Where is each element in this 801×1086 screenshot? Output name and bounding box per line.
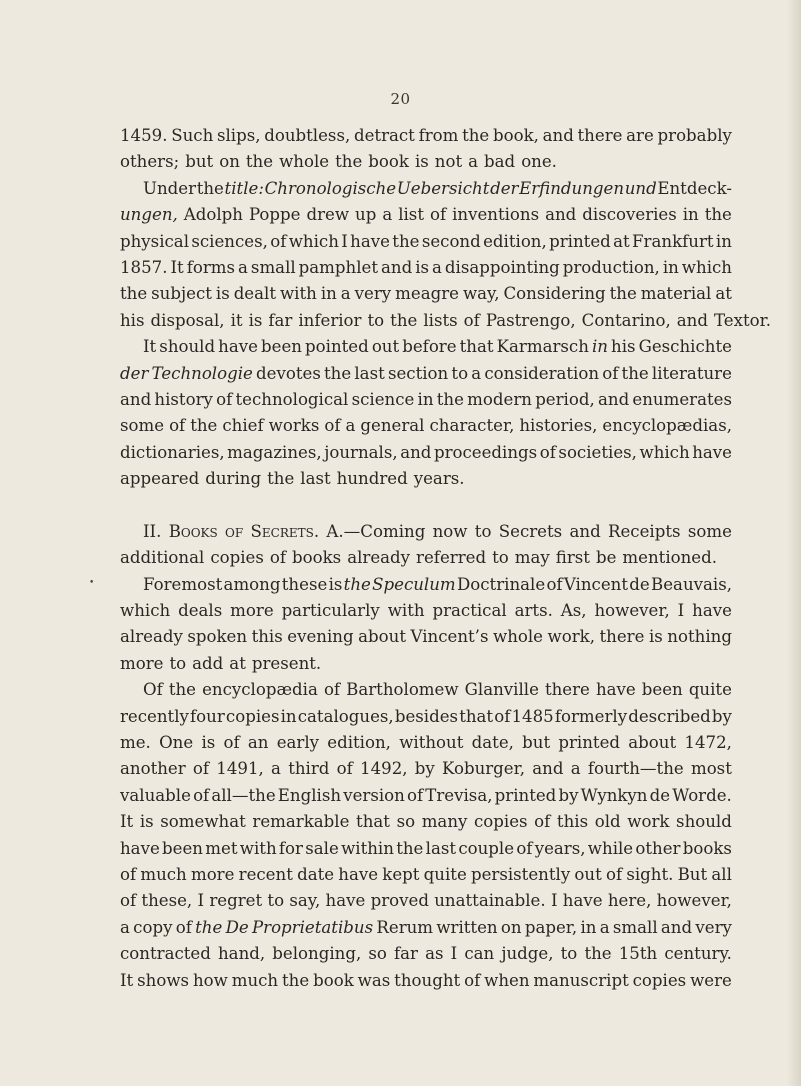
text-line: me. One is of an early edition, without date, but printed about 1472, [120,732,732,752]
text-line: It is somewhat remarkable that so many copies of this old work should [120,812,732,832]
text-line: already spoken this evening about Vincent’s whole work, there is nothing [120,627,732,647]
text-line: some of the chief works of a general character, histories, encyclopædias, [120,416,732,436]
text-line: the subject is dealt with in a very meagre way, Considering the material at [120,284,732,304]
text-line: II. Books of Secrets. A.—Coming now to Secrets and Receipts some [143,521,732,541]
margin-mark: • [89,578,95,588]
text-line: his disposal, it is far inferior to the lists of Pastrengo, Contarino, and Textor. [120,310,771,330]
text-line: additional copies of books already referred to may first be mentioned. [120,548,718,568]
text-line: It should have been pointed out before that Karmarsch in his Geschichte [143,337,732,357]
text-line: 1459. Such slips, doubtless, detract from the book, and there are probably [120,126,732,145]
text-line: which deals more particularly with practical arts. As, however, I have [120,601,732,621]
text-line: more to add at present. [120,653,322,673]
text-line: physical sciences, of which I have the second edition, printed at Frankfurt in [120,231,732,251]
text-line: of these, I regret to say, have proved unattainable. I have here, however, [120,891,732,911]
text-line: recently four copies in catalogues, besides that of 1485 formerly described by [120,706,732,726]
paragraph-gap [120,492,732,518]
text-line: ungen, Adolph Poppe drew up a list of inventions and discoveries in the [120,205,732,225]
text-line: Foremost among these is the Speculum Doctrinale of Vincent de Beauvais, [143,574,732,594]
text-line: of much more recent date have kept quite persistently out of sight. But all [120,864,732,884]
text-line: dictionaries, magazines, journals, and proceedings of societies, which have [120,442,732,462]
text-line: It shows how much the book was thought of when manuscript copies were [120,970,732,990]
text-line: Under the title: Chronologische Uebersicht der Erfindungen und Entdeck- [143,178,732,198]
text-line: have been met with for sale within the last couple of years, while other books [120,838,732,858]
text-line: contracted hand, belonging, so far as I can judge, to the 15th century. [120,944,732,964]
text-line: Of the encyclopædia of Bartholomew Glanville there have been quite [143,680,732,700]
text-line: another of 1491, a third of 1492, by Koburger, and a fourth—the most [120,759,732,779]
page-number: 20 [390,90,411,108]
text-line: der Technologie devotes the last section to a consideration of the literature [120,363,732,383]
page-edge-shadow [787,0,801,1086]
text-line: a copy of the De Proprietatibus Rerum written on paper, in a small and very [120,917,732,937]
text-line: appeared during the last hundred years. [120,469,465,489]
page-body [120,123,771,994]
text-line: valuable of all—the English version of Trevisa, printed by Wynkyn de Worde. [120,785,732,805]
text-line: others; but on the whole the book is not a bad one. [120,152,557,172]
text-line: 1857. It forms a small pamphlet and is a disappointing production, in which [120,257,732,277]
text-line: and history of technological science in the modern period, and enumerates [120,389,732,409]
